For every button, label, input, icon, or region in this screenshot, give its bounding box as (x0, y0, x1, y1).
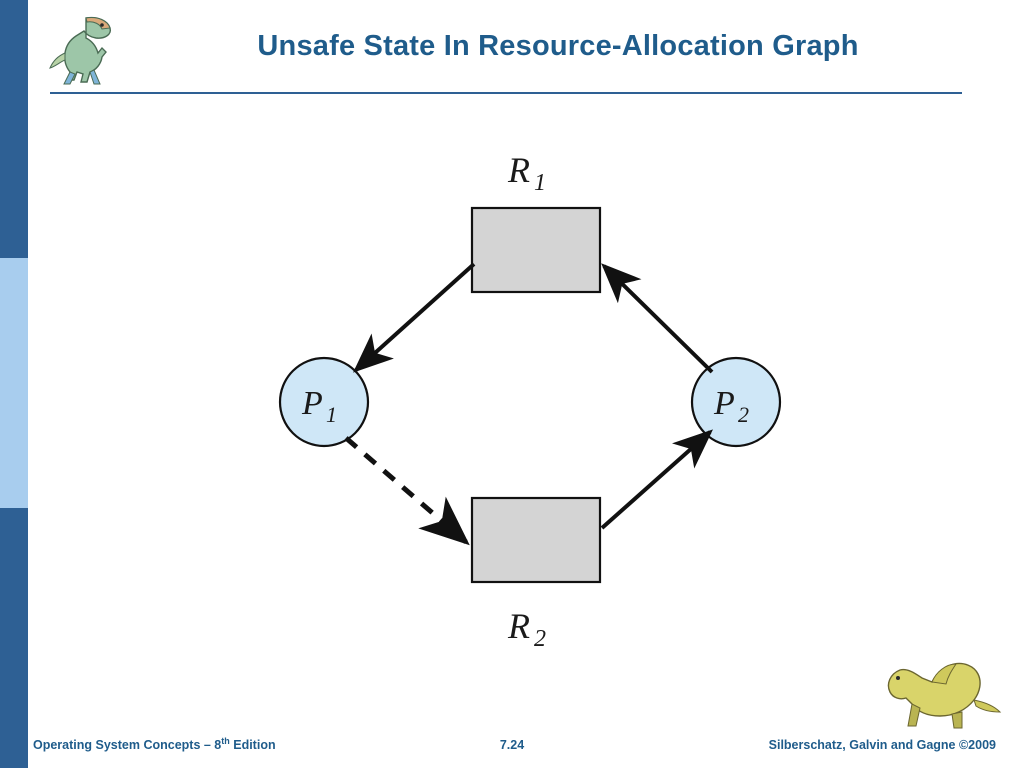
resource-subscript-r2: 2 (534, 626, 546, 652)
resource-allocation-graph (250, 130, 810, 660)
resource-subscript-r1: 1 (534, 170, 546, 196)
process-label-p1: P (302, 385, 323, 422)
rail-segment-bottom (0, 508, 28, 768)
footer-edition-tail: Edition (229, 738, 276, 752)
edge-p1-to-r2 (346, 438, 466, 542)
process-subscript-p1: 1 (326, 402, 337, 427)
slide-header (28, 0, 1024, 100)
footer-edition-sup: th (221, 735, 230, 746)
resource-label-r1: R (508, 150, 530, 190)
dinosaur-icon (46, 12, 118, 86)
rail-segment-middle (0, 258, 28, 508)
rail-segment-top (0, 0, 28, 258)
title-divider (50, 92, 962, 94)
dinosaur-icon (882, 654, 1002, 732)
footer-edition-main: Operating System Concepts – 8 (33, 738, 222, 752)
process-node-p1 (280, 358, 368, 446)
edge-r2-to-p2 (602, 432, 710, 528)
process-label-p2: P (714, 385, 735, 422)
edge-p2-to-r1 (604, 266, 712, 372)
edge-r1-to-p1 (356, 264, 474, 370)
left-color-rail (0, 0, 28, 768)
resource-label-r2: R (508, 606, 530, 646)
footer-authors: Silberschatz, Galvin and Gagne ©2009 (768, 738, 996, 752)
footer-page-number: 7.24 (499, 738, 525, 752)
process-node-p2 (692, 358, 780, 446)
process-subscript-p2: 2 (738, 402, 749, 427)
resource-node-r2 (472, 498, 600, 652)
resource-node-r1 (472, 150, 600, 292)
page-title: Unsafe State In Resource-Allocation Graph (257, 30, 859, 62)
